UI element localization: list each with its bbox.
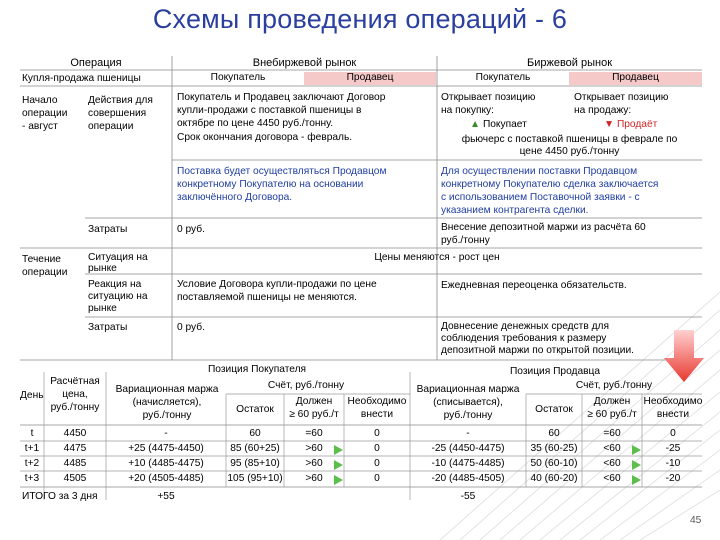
situation-label-2: рынке: [88, 263, 117, 274]
calc-cell-smust: <60: [603, 473, 621, 484]
day-header: День: [20, 390, 44, 401]
calc-cell-day: t: [30, 428, 34, 439]
total-label: ИТОГО за 3 дня: [22, 491, 98, 502]
page-number: 45: [690, 515, 702, 526]
calc-cell-day: t+1: [24, 443, 40, 454]
otc-reaction-2: поставляемой пшеницы не меняются.: [177, 292, 357, 303]
course-label-1: Течение: [22, 254, 61, 265]
seller-vm-header-1: Вариационная маржа: [416, 384, 520, 395]
otc-contract-text-4: Срок окончания договора - февраль.: [177, 132, 353, 143]
calc-cell-price: 4450: [63, 428, 87, 439]
buyer-vm-header-3: руб./тонну: [142, 410, 192, 421]
ex-course-costs-1: Довнесение денежных средств для: [441, 321, 609, 332]
header-otc-market: Внебиржевой рынок: [252, 57, 357, 69]
calc-cell-sneed: 0: [670, 428, 676, 439]
calc-cell-sneed: -25: [665, 443, 681, 454]
seller-vm-header-3: руб./тонну: [443, 410, 493, 421]
seller-must-header-1: Должен: [593, 396, 631, 407]
arrow-right-green-icon: [334, 475, 343, 485]
start-label-1: Начало: [22, 95, 58, 106]
seller-balance-header: Остаток: [535, 404, 573, 415]
start-label-2: операции: [22, 108, 68, 119]
buyer-need-header-2: внести: [360, 409, 394, 420]
actions-label-3: операции: [88, 121, 134, 132]
calc-cell-sbal: 35 (60-25): [530, 443, 578, 454]
otc-buyer-header: Покупатель: [210, 72, 266, 83]
situation-text: Цены меняются - рост цен: [374, 252, 500, 263]
otc-delivery-2: конкретному Покупателю на основании: [177, 179, 364, 190]
calc-cell-svm: -20 (4485-4505): [431, 473, 505, 484]
actions-label-1: Действия для: [88, 95, 153, 106]
header-operation: Операция: [70, 57, 122, 69]
calc-cell-bneed: 0: [374, 473, 380, 484]
calc-cell-price: 4475: [63, 443, 87, 454]
calc-cell-price: 4505: [63, 473, 87, 484]
seller-need-header-1: Необходимо: [643, 396, 703, 407]
calc-cell-price: 4485: [63, 458, 87, 469]
arrow-up-icon: ▲: [470, 119, 481, 130]
ex-reaction: Ежедневная переоценка обязательств.: [441, 280, 627, 291]
otc-reaction-1: Условие Договора купли-продажи по цене: [177, 279, 377, 290]
calc-cell-svm: -: [466, 428, 470, 439]
course-label-2: операции: [22, 267, 68, 278]
calc-cell-sneed: -20: [665, 473, 681, 484]
situation-label-1: Ситуация на: [88, 252, 148, 263]
sell-label: Продаёт: [616, 119, 658, 130]
calc-cell-bbal: 105 (95+10): [227, 473, 283, 484]
course-costs-label: Затраты: [88, 322, 128, 333]
calc-cell-sbal: 60: [548, 428, 560, 439]
price-header-2: цена,: [62, 389, 88, 400]
reaction-label-1: Реакция на: [88, 279, 142, 290]
total-seller: -55: [460, 491, 476, 502]
buyer-must-header-2: ≥ 60 руб./т: [289, 409, 339, 420]
ex-buyer-header: Покупатель: [475, 72, 531, 83]
calc-cell-bbal: 95 (85+10): [230, 458, 280, 469]
ex-start-costs-2: руб./тонну: [441, 235, 490, 246]
ex-start-costs-1: Внесение депозитной маржи из расчёта 60: [441, 222, 646, 233]
price-header-3: руб./тонну: [50, 402, 100, 413]
ex-delivery-2: конкретному Покупателю сделка заключается: [441, 179, 659, 190]
ex-delivery-4: указанием контрагента сделки.: [441, 205, 589, 216]
otc-delivery-1: Поставка будет осуществляться Продавцом: [177, 166, 387, 177]
calc-cell-sneed: -10: [665, 458, 681, 469]
calc-cell-smust: <60: [603, 443, 621, 454]
buyer-balance-header: Остаток: [236, 404, 274, 415]
header-exchange-market: Биржевой рынок: [526, 57, 613, 69]
arrow-right-green-icon: [632, 460, 641, 470]
arrow-right-green-icon: [632, 475, 641, 485]
seller-need-header-2: внести: [656, 409, 690, 420]
futures-text-1: фьючерс с поставкой пшеницы в феврале по: [461, 134, 678, 145]
otc-seller-header: Продавец: [304, 72, 436, 85]
calc-cell-bmust: >60: [305, 458, 323, 469]
ex-seller-header: Продавец: [569, 72, 702, 85]
calc-cell-smust: <60: [603, 458, 621, 469]
calc-cell-bvm: +25 (4475-4450): [128, 443, 204, 454]
calc-cell-bvm: +10 (4485-4475): [128, 458, 204, 469]
arrow-down-icon: ▼: [604, 119, 615, 130]
reaction-label-2: ситуацию на: [88, 291, 148, 302]
calc-cell-bneed: 0: [374, 458, 380, 469]
seller-vm-header-2: (списывается),: [433, 397, 503, 408]
calc-cell-bbal: 85 (60+25): [230, 443, 280, 454]
otc-contract-text-2: купли-продажи с поставкой пшеницы в: [177, 105, 362, 116]
calc-cell-smust: =60: [603, 428, 621, 439]
seller-must-header-2: ≥ 60 руб./т: [587, 409, 637, 420]
calc-cell-bmust: =60: [305, 428, 323, 439]
buyer-must-header-1: Должен: [295, 396, 333, 407]
calc-cell-bbal: 60: [249, 428, 261, 439]
otc-delivery-3: заключённого Договора.: [177, 192, 293, 203]
total-buyer: +55: [157, 491, 175, 502]
ex-course-costs-2: соблюдения требования к размеру: [441, 333, 607, 344]
buyer-position-header: Позиция Покупателя: [207, 364, 307, 375]
otc-start-costs: 0 руб.: [177, 224, 205, 235]
calc-cell-svm: -10 (4475-4485): [431, 458, 505, 469]
calc-cell-sbal: 50 (60-10): [530, 458, 578, 469]
actions-label-2: совершения: [88, 108, 147, 119]
calc-cell-bmust: >60: [305, 443, 323, 454]
ex-delivery-1: Для осуществлении поставки Продавцом: [441, 166, 638, 177]
calc-cell-bvm: +20 (4505-4485): [128, 473, 204, 484]
buyer-vm-header-1: Вариационная маржа: [115, 384, 219, 395]
ex-buyer-open-1: Открывает позицию: [441, 92, 536, 103]
reaction-label-3: рынке: [88, 303, 117, 314]
otc-course-costs: 0 руб.: [177, 322, 205, 333]
operation-name: Купля-продажа пшеницы: [22, 73, 141, 84]
calc-cell-bvm: -: [164, 428, 168, 439]
buy-label: Покупает: [482, 119, 527, 130]
ex-seller-open-1: Открывает позицию: [574, 92, 669, 103]
calc-cell-bmust: >60: [305, 473, 323, 484]
ex-buyer-open-2: на покупку:: [441, 105, 494, 116]
calc-cell-day: t+3: [24, 473, 40, 484]
buyer-vm-header-2: (начисляется),: [132, 397, 202, 408]
buyer-need-header-1: Необходимо: [347, 396, 407, 407]
ex-seller-open-2: на продажу:: [574, 105, 632, 116]
page-title: Схемы проведения операций - 6: [152, 4, 568, 34]
calc-cell-day: t+2: [24, 458, 40, 469]
otc-contract-text-3: октябре по цене 4450 руб./тонну.: [177, 118, 334, 129]
futures-text-2: цене 4450 руб./тонну: [519, 146, 620, 157]
start-label-3: - август: [22, 121, 58, 132]
buyer-account-header: Счёт, руб./тонну: [267, 380, 345, 391]
ex-delivery-3: с использованием Поставочной заявки - с: [441, 192, 640, 203]
calc-cell-bneed: 0: [374, 443, 380, 454]
price-header-1: Расчётная: [50, 376, 100, 387]
ex-course-costs-3: депозитной маржи по открытой позиции.: [441, 345, 634, 356]
calc-cell-sbal: 40 (60-20): [530, 473, 578, 484]
arrow-right-green-icon: [334, 460, 343, 470]
start-costs-label: Затраты: [88, 224, 128, 235]
otc-contract-text-1: Покупатель и Продавец заключают Договор: [177, 92, 386, 103]
arrow-right-green-icon: [334, 445, 343, 455]
calc-cell-bneed: 0: [374, 428, 380, 439]
arrow-right-green-icon: [632, 445, 641, 455]
seller-account-header: Счёт, руб./тонну: [575, 380, 653, 391]
seller-position-header: Позиция Продавца: [509, 366, 601, 377]
calc-cell-svm: -25 (4450-4475): [431, 443, 505, 454]
